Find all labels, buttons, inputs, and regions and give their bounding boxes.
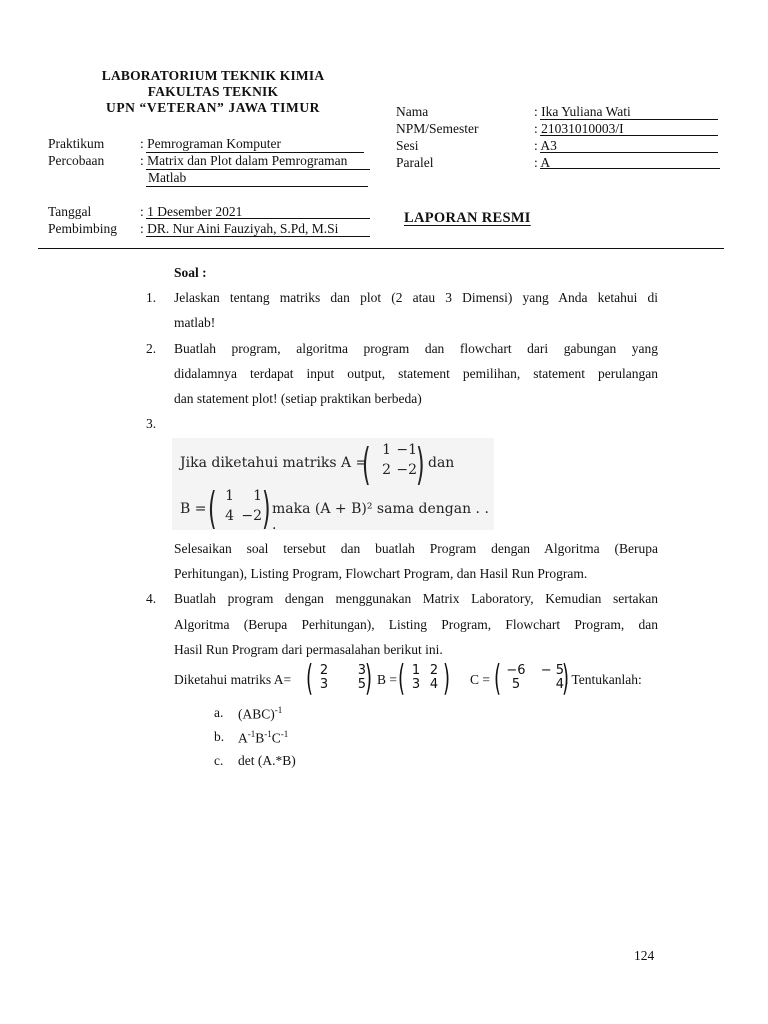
q4-matB-b22: 4: [429, 677, 439, 692]
sesi-underline: [540, 152, 718, 153]
q4-matC-c21: 5: [511, 677, 521, 692]
sub-b-sup1: -1: [247, 729, 256, 739]
sub-b-A: A: [238, 730, 248, 746]
praktikum-value-text: : Pemrograman Komputer: [140, 136, 281, 151]
sesi-value: : A3: [534, 138, 557, 153]
sub-b: [238, 729, 288, 747]
q4-line-1: Buatlah program dengan menggunakan Matrix Laboratory, Kemudian sertakan: [174, 591, 658, 606]
q1-line-1: Jelaskan tentang matriks dan plot (2 atau 3 Dimensi) yang Anda ketahui di: [174, 290, 658, 305]
sesi-label: Sesi: [396, 138, 419, 153]
sub-c-label: c.: [214, 753, 224, 768]
q3-number: 3.: [146, 416, 157, 431]
q4-line-3: Hasil Run Program dari permasalahan berikut ini.: [174, 642, 443, 657]
q1-number: 1.: [146, 290, 157, 305]
q4-matA-a21: 3: [319, 677, 329, 692]
q4-matA-right-paren: ): [365, 658, 373, 699]
q4-matC-c11: −6: [506, 663, 526, 678]
q4-matC-left-paren: (: [494, 658, 502, 699]
q4-matB-left-paren: (: [398, 658, 406, 699]
q4-B-label: B =: [377, 672, 397, 687]
paralel-value: : A: [534, 155, 551, 170]
q3-matA-a11: 1: [382, 442, 391, 458]
q3-line-2: Perhitungan), Listing Program, Flowchart Program, dan Hasil Run Program.: [174, 566, 588, 581]
sub-c-text: det (A.*B): [238, 753, 296, 768]
percobaan-label: Percobaan: [48, 153, 105, 168]
sub-a: [238, 705, 282, 723]
q3-matB-b12: 1: [253, 488, 262, 504]
q3-line-1: Selesaikan soal tersebut dan buatlah Program dengan Algoritma (Berupa: [174, 541, 658, 556]
sub-a-sup: -1: [274, 705, 283, 715]
percobaan-underline-2: [146, 186, 368, 187]
pembimbing-value: : DR. Nur Aini Fauziyah, S.Pd, M.Si: [140, 221, 339, 236]
q4-matB-b11: 1: [411, 663, 421, 678]
faculty-name: FAKULTAS TEKNIK: [147, 84, 279, 99]
q1-line-2: matlab!: [174, 315, 216, 330]
sub-a-text: (ABC): [238, 706, 275, 722]
q3-image-text-2: maka (A + B)² sama dengan . . .: [272, 501, 489, 533]
page-number: 124: [634, 948, 655, 963]
tanggal-value: : 1 Desember 2021: [140, 204, 243, 219]
q2-line-3: dan statement plot! (setiap praktikan berbeda): [174, 391, 422, 406]
q4-matA-left-paren: (: [306, 658, 314, 699]
q4-matA-a11: 2: [319, 663, 329, 678]
sub-b-label: b.: [214, 729, 225, 744]
npm-value: : 21031010003/I: [534, 121, 624, 136]
university-name: [48, 100, 378, 116]
praktikum-label: Praktikum: [48, 136, 105, 151]
sub-b-sup3: -1: [280, 729, 289, 739]
q4-matB-b12: 2: [429, 663, 439, 678]
q3-matB-left-paren: (: [208, 483, 217, 534]
header-divider: [38, 248, 724, 249]
q3-image-text-1: Jika diketahui matriks A =: [180, 455, 368, 471]
q4-matC-c12: − 5: [540, 663, 564, 678]
tanggal-underline: [146, 218, 370, 219]
report-title: LAPORAN RESMI: [404, 210, 531, 226]
q3-matB-b22: −2: [241, 508, 262, 524]
npm-label: NPM/Semester: [396, 121, 479, 136]
q3-matB-right-paren: ): [262, 483, 271, 534]
q4-matA: [316, 664, 366, 692]
tanggal-label: Tanggal: [48, 204, 92, 219]
q4-tentukan: . Tentukanlah:: [565, 672, 642, 687]
paralel-underline: [540, 168, 720, 169]
soal-heading: Soal :: [174, 265, 207, 280]
q4-matB-b21: 3: [411, 677, 421, 692]
npm-underline: [540, 135, 718, 136]
q4-matA-a12: 3: [357, 663, 366, 678]
q3-image-B-label: B =: [180, 501, 207, 517]
q4-number: 4.: [146, 591, 157, 606]
university-name-text: UPN “VETERAN” JAWA TIMUR: [105, 100, 321, 115]
sub-b-B: B: [255, 730, 265, 746]
q4-matB: [408, 664, 444, 692]
q2-number: 2.: [146, 341, 157, 356]
q3-matB-b11: 1: [225, 488, 234, 504]
q3-problem-image: [172, 438, 494, 534]
q4-given-prefix: Diketahui matriks A=: [174, 672, 292, 687]
q4-C-label: C =: [470, 672, 490, 687]
nama-label: Nama: [396, 104, 429, 119]
q4-matA-a22: 5: [357, 677, 366, 692]
q2-line-2: didalamnya terdapat input output, statement pemilihan, statement perulangan: [174, 366, 658, 381]
percobaan-value-1: : Matrix dan Plot dalam Pemrograman: [140, 153, 348, 168]
q4-matC-c22: 4: [555, 677, 564, 692]
praktikum-value: [140, 135, 362, 152]
percobaan-value-2: Matlab: [148, 170, 187, 185]
sub-b-C: C: [271, 730, 281, 746]
q2-line-1: Buatlah program, algoritma program dan flowchart dari gabungan yang: [174, 341, 658, 356]
q3-image-dan: dan: [428, 455, 455, 471]
q3-matA-a12: −1: [396, 442, 417, 458]
q3-matA-a22: −2: [396, 462, 417, 478]
q3-matB: [216, 488, 262, 524]
pembimbing-label: Pembimbing: [48, 221, 118, 236]
q3-matA-right-paren: ): [416, 439, 425, 490]
sub-b-sup2: -1: [264, 729, 272, 739]
nama-value: : Ika Yuliana Wati: [534, 104, 631, 119]
q3-matA-left-paren: (: [362, 439, 371, 490]
pembimbing-underline: [146, 236, 370, 237]
q3-matA-a21: 2: [382, 462, 391, 478]
sub-a-label: a.: [214, 705, 224, 720]
q3-matB-b21: 4: [225, 508, 234, 524]
paralel-label: Paralel: [396, 155, 434, 170]
q4-line-2: Algoritma (Berupa Perhitungan), Listing Program, Flowchart Program, dan: [174, 617, 658, 632]
q4-matC: [502, 664, 564, 692]
lab-name: LABORATORIUM TEKNIK KIMIA: [101, 68, 325, 83]
q4-matB-right-paren: ): [443, 658, 451, 699]
q4-matC-right-paren: ): [562, 658, 570, 699]
q3-matA: [371, 442, 417, 478]
